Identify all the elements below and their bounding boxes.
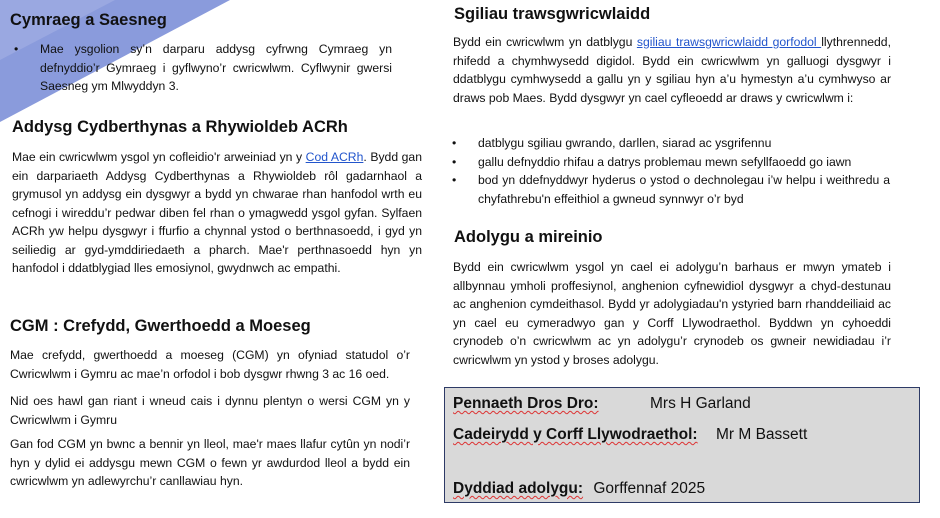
paragraph-acrh-post: . Bydd gan ein darpariaeth Addysg Cydberthynas a Rhywioldeb rôl gadarnhaol a grymusol yn addysg ein dysgwyr a bydd yn chwarae rhan hanfodol wrth eu cefnogi i wireddu’r pedwar diben fel rhan o ymagwedd ysgol gyfan. Sylfaen ACRh yw helpu dysgwyr i ffurfio a chynnal ystod o berthnasoedd, i gyd yn seiliedig ar gyd-ymddiriedaeth a pharch. Mae'r perthnasoedd hyn yn hanfodol i ddatblygiad lles emosiynol, gwydnwch ac empathi.	[12, 150, 422, 275]
list-item: • Mae ysgolion sy’n darparu addysg cyfrwng Cymraeg yn defnyddio’r Gymraeg i gyflwyno’r cwricwlwm. Cyflwynir gwersi Saesneg ym Mlwyddyn 3.	[40, 40, 392, 96]
heading-acrh: Addysg Cydberthynas a Rhywioldeb ACRh	[12, 118, 348, 136]
list-item: • bod yn ddefnyddwyr hyderus o ystod o dechnolegau i’w helpu i weithredu a chyfathrebu'n effeithiol a gwneud synnwyr o’r byd	[478, 171, 890, 208]
paragraph-sgiliau-post: llythrennedd, rhifedd a chymhwysedd digidol. Bydd ein cwricwlwm yn galluogi dysgwyr i ddatblygu cymhwysedd a gallu yn y sgiliau hyn a’u hymestyn a’u cymhwyso ar draws pob Maes. Bydd dysgwyr yn cael cyfleoedd ar draws y cwricwlwm i:	[453, 35, 891, 105]
heading-adolygu: Adolygu a mireinio	[454, 228, 603, 246]
paragraph-acrh	[12, 148, 422, 278]
paragraph-cgm-2: Nid oes hawl gan riant i wneud cais i dynnu plentyn o wersi CGM yn y Cwricwlwm i Gymru	[10, 394, 410, 427]
row-head-teacher	[453, 395, 751, 413]
paragraph-acrh-pre: Mae ein cwricwlwm ysgol yn cofleidio'r arweiniad yn y	[12, 150, 306, 164]
row-chair	[453, 426, 808, 444]
label-head-teacher: Pennaeth Dros Dro:	[453, 395, 599, 412]
heading-cymraeg-saesneg: Cymraeg a Saesneg	[10, 11, 167, 29]
label-review-date: Dyddiad adolygu:	[453, 480, 584, 497]
heading-cgm: CGM : Crefydd, Gwerthoedd a Moeseg	[10, 317, 311, 335]
label-chair: Cadeirydd y Corff Llywodraethol:	[453, 426, 698, 443]
bullet-list-language	[40, 40, 392, 96]
paragraph-sgiliau	[453, 33, 891, 107]
info-box	[444, 387, 920, 503]
value-head-teacher: Mrs H Garland	[650, 395, 751, 412]
value-review-date: Gorffennaf 2025	[593, 480, 706, 497]
paragraph-cgm-3: Gan fod CGM yn bwnc a bennir yn lleol, mae'r maes llafur cytûn yn nodi’r hyn y dylid ei addysgu mewn CGM o fewn yr awdurdod lleol a bydd ein cwricwlwm yn adlewyrchu’r canllawiau hyn.	[10, 437, 410, 488]
link-sgiliau-trawsgwricwlaidd[interactable]: sgiliau trawsgwricwlaidd gorfodol	[636, 35, 822, 49]
row-review-date	[453, 480, 705, 498]
list-item: • gallu defnyddio rhifau a datrys problemau mewn sefyllfaoedd go iawn	[478, 153, 890, 172]
paragraph-adolygu: Bydd ein cwricwlwm ysgol yn cael ei adolygu’n barhaus er mwyn ymateb i allbynnau ymholi proffesiynol, anghenion cyfnewidiol dysgwyr a chyd-destunau ac anghenion cymdeithasol. Bydd yr adolygiadau'n ystyried barn rhanddeiliaid ac yn cael eu cymeradwyo gan y Corff Llywodraethol. Byddwn yn cyhoeddi crynodeb o’n cwricwlwm ac yn adolygu’r crynodeb os gwneir newidiadau i’r cwricwlwm yn ystod y broses adolygu.	[453, 260, 891, 367]
paragraph-cgm-1: Mae crefydd, gwerthoedd a moeseg (CGM) yn ofyniad statudol o’r Cwricwlwm i Gymru ac mae’n orfodol i bob dysgwr rhwng 3 ac 16 oed.	[10, 348, 410, 381]
heading-sgiliau: Sgiliau trawsgwricwlaidd	[454, 5, 651, 23]
link-cod-acrh[interactable]: Cod ACRh	[305, 150, 364, 164]
value-chair: Mr M Bassett	[716, 426, 808, 443]
paragraph-sgiliau-pre: Bydd ein cwricwlwm yn datblygu	[453, 35, 637, 49]
list-item: • datblygu sgiliau gwrando, darllen, siarad ac ysgrifennu	[478, 134, 890, 153]
bullet-list-skills	[478, 134, 890, 208]
